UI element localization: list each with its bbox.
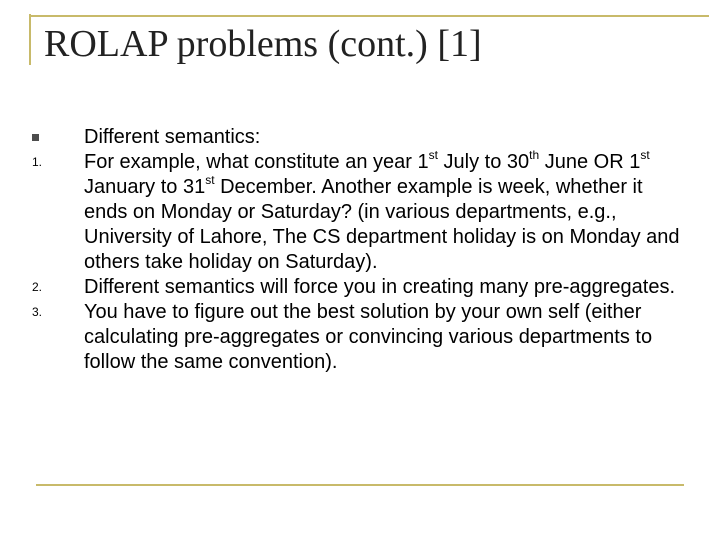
item-number: 3. [32,305,43,319]
title-accent-vertical-line [29,14,31,65]
numbered-item-3 [32,300,684,375]
bullet-item-intro [84,125,684,150]
numbered-item-2 [32,275,684,300]
item-number: 1. [32,155,43,169]
bullet-list [32,125,684,375]
slide-title: ROLAP problems (cont.) [1] [44,23,482,65]
title-accent-horizontal-line [29,15,709,17]
item-text: You have to figure out the best solution by your own self (either calculating pre-aggregates or convincing various departments to follow the same convention). [84,301,653,373]
footer-divider-line [36,484,684,486]
square-bullet-icon [32,134,39,141]
item-text: Different semantics will force you in creating many pre-aggregates. [84,276,676,298]
item-number: 2. [32,280,43,294]
numbered-item-1 [32,148,684,275]
item-text: For example, what constitute an year 1st July to 30th June OR 1st January to 31st December. Another example is week, whether it ends on Monday or Saturday? (in various departments, e.g., University of Lahore, The CS department holiday is on Monday and others take holiday on Saturday). [84,148,680,273]
bullet-text: Different semantics: [84,126,261,148]
